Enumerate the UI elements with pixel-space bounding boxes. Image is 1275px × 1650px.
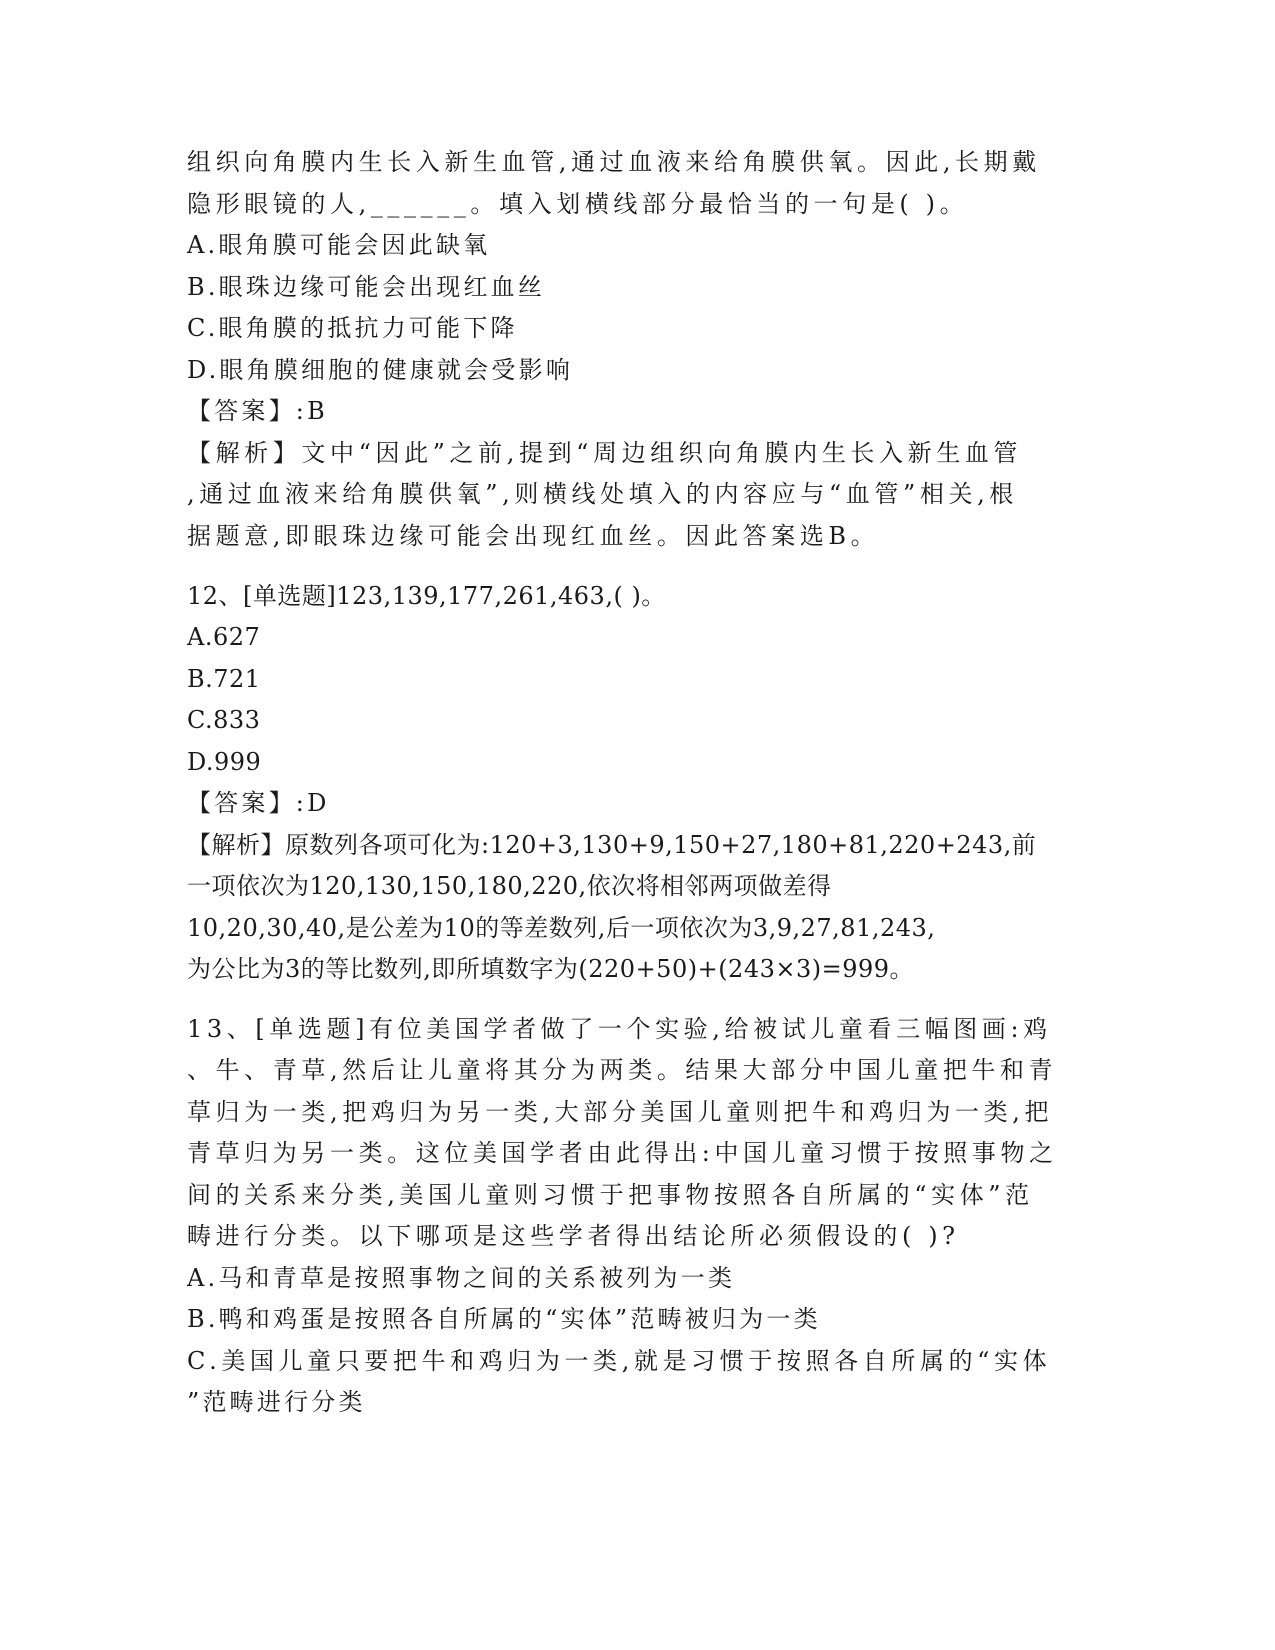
q12-analysis-line-3: 10,20,30,40,是公差为10的等差数列,后一项依次为3,9,27,81,243, xyxy=(187,914,936,942)
q12-option-d: D.999 xyxy=(187,748,262,776)
q12-analysis-line-1: 【解析】原数列各项可化为:120+3,130+9,150+27,180+81,220+243,前 xyxy=(187,831,1037,859)
q12-option-c: C.833 xyxy=(187,706,261,734)
q11-stem-line-2: 隐形眼镜的人,______。填入划横线部分最恰当的一句是( )。 xyxy=(187,190,969,218)
q13-option-a: A.马和青草是按照事物之间的关系被列为一类 xyxy=(187,1264,736,1292)
q13-stem-line-6: 畴进行分类。以下哪项是这些学者得出结论所必须假设的( )? xyxy=(187,1222,960,1250)
q13-option-c-line-2: ”范畴进行分类 xyxy=(187,1388,366,1416)
q13-stem-line-2: 、牛、青草,然后让儿童将其分为两类。结果大部分中国儿童把牛和青 xyxy=(187,1056,1058,1084)
q11-option-a: A.眼角膜可能会因此缺氧 xyxy=(187,231,491,259)
q11-analysis-line-2: ,通过血液来给角膜供氧”,则横线处填入的内容应与“血管”相关,根 xyxy=(187,480,1018,508)
q12-option-a: A.627 xyxy=(187,623,261,651)
q11-option-c: C.眼角膜的抵抗力可能下降 xyxy=(187,314,518,342)
q13-stem-line-1: 13、[单选题]有位美国学者做了一个实验,给被试儿童看三幅图画:鸡 xyxy=(187,1015,1052,1043)
q11-answer: 【答案】:B xyxy=(187,397,328,425)
q11-stem-line-1: 组织向角膜内生长入新生血管,通过血液来给角膜供氧。因此,长期戴 xyxy=(187,148,1041,176)
q13-option-c-line-1: C.美国儿童只要把牛和鸡归为一类,就是习惯于按照各自所属的“实体 xyxy=(187,1347,1052,1375)
q11-option-d: D.眼角膜细胞的健康就会受影响 xyxy=(187,356,574,384)
q11-option-b: B.眼珠边缘可能会出现红血丝 xyxy=(187,273,546,301)
q13-stem-line-4: 青草归为另一类。这位美国学者由此得出:中国儿童习惯于按照事物之 xyxy=(187,1139,1058,1167)
q13-stem-line-5: 间的关系来分类,美国儿童则习惯于把事物按照各自所属的“实体”范 xyxy=(187,1181,1034,1209)
q12-option-b: B.721 xyxy=(187,665,261,693)
q12-answer: 【答案】:D xyxy=(187,789,330,817)
q12-analysis-line-4: 为公比为3的等比数列,即所填数字为(220+50)+(243×3)=999。 xyxy=(187,955,915,983)
q12-analysis-line-2: 一项依次为120,130,150,180,220,依次将相邻两项做差得 xyxy=(187,872,832,900)
q13-stem-line-3: 草归为一类,把鸡归为另一类,大部分美国儿童则把牛和鸡归为一类,把 xyxy=(187,1098,1054,1126)
q11-analysis-line-3: 据题意,即眼珠边缘可能会出现红血丝。因此答案选B。 xyxy=(187,522,880,550)
q11-analysis-line-1: 【解析】文中“因此”之前,提到“周边组织向角膜内生长入新生血管 xyxy=(187,439,1023,467)
q13-option-b: B.鸭和鸡蛋是按照各自所属的“实体”范畴被归为一类 xyxy=(187,1305,821,1333)
q12-stem: 12、[单选题]123,139,177,261,463,( )。 xyxy=(187,582,666,610)
